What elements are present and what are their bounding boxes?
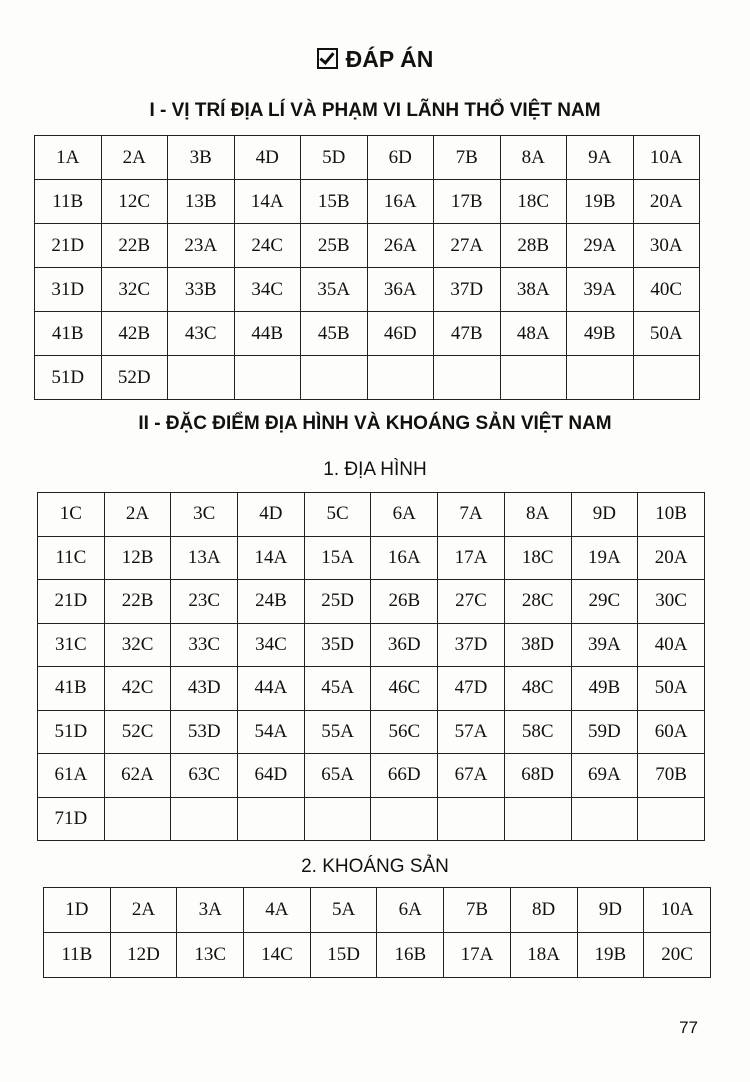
answer-cell: 15D (310, 933, 377, 978)
answer-cell: 20A (638, 536, 705, 580)
table-row (35, 136, 700, 180)
answer-cell: 7B (434, 136, 501, 180)
table-row (44, 888, 711, 933)
answer-cell: 22B (104, 580, 171, 624)
answer-cell (567, 356, 634, 400)
answer-cell: 24C (234, 224, 301, 268)
answer-cell: 44B (234, 312, 301, 356)
answer-cell: 16A (367, 180, 434, 224)
answer-cell: 37D (438, 623, 505, 667)
answer-cell: 18C (504, 536, 571, 580)
answer-cell: 46D (367, 312, 434, 356)
answer-cell: 5A (310, 888, 377, 933)
answer-cell: 28B (500, 224, 567, 268)
answer-cell: 29A (567, 224, 634, 268)
answer-cell: 44A (238, 667, 305, 711)
answer-key-title-text: ĐÁP ÁN (345, 46, 434, 72)
answer-cell: 13A (171, 536, 238, 580)
table-row (38, 623, 705, 667)
answer-cell: 23C (171, 580, 238, 624)
answer-cell (171, 797, 238, 841)
answer-cell: 35A (301, 268, 368, 312)
answer-cell: 58C (504, 710, 571, 754)
answer-cell: 3B (168, 136, 235, 180)
answer-cell: 30C (638, 580, 705, 624)
answer-cell: 11B (35, 180, 102, 224)
answer-cell: 30A (633, 224, 700, 268)
answer-cell (500, 356, 567, 400)
table-row (44, 933, 711, 978)
minerals-answer-table (43, 887, 711, 978)
answer-cell (104, 797, 171, 841)
answer-cell (367, 356, 434, 400)
answer-cell (238, 797, 305, 841)
answer-cell (168, 356, 235, 400)
answer-cell: 10A (644, 888, 711, 933)
answer-cell: 14C (244, 933, 311, 978)
answer-cell: 60A (638, 710, 705, 754)
answer-cell: 25B (301, 224, 368, 268)
table-row (38, 754, 705, 798)
answer-cell: 47D (438, 667, 505, 711)
table-row (35, 312, 700, 356)
answer-cell: 1C (38, 493, 105, 537)
answer-cell: 5C (304, 493, 371, 537)
answer-cell: 28C (504, 580, 571, 624)
answer-cell: 11C (38, 536, 105, 580)
answer-cell: 1A (35, 136, 102, 180)
answer-cell: 14A (238, 536, 305, 580)
answer-cell: 63C (171, 754, 238, 798)
answer-cell: 51D (38, 710, 105, 754)
table-row (38, 536, 705, 580)
answer-cell: 20A (633, 180, 700, 224)
table-row (38, 580, 705, 624)
answer-cell (371, 797, 438, 841)
answer-cell: 6D (367, 136, 434, 180)
answer-cell: 62A (104, 754, 171, 798)
answer-cell: 34C (234, 268, 301, 312)
answer-cell: 1D (44, 888, 111, 933)
answer-cell: 47B (434, 312, 501, 356)
answer-cell: 6A (377, 888, 444, 933)
answer-cell: 42C (104, 667, 171, 711)
answer-cell: 59D (571, 710, 638, 754)
answer-cell: 9A (567, 136, 634, 180)
answer-cell: 56C (371, 710, 438, 754)
answer-cell: 49B (571, 667, 638, 711)
answer-cell (638, 797, 705, 841)
page-number: 77 (679, 1018, 698, 1037)
answer-cell (504, 797, 571, 841)
answer-cell: 42B (101, 312, 168, 356)
answer-cell: 43D (171, 667, 238, 711)
answer-cell: 35D (304, 623, 371, 667)
table-row (38, 493, 705, 537)
table-row (35, 356, 700, 400)
answer-cell: 32C (101, 268, 168, 312)
answer-cell: 9D (577, 888, 644, 933)
answer-cell: 45A (304, 667, 371, 711)
answer-cell: 68D (504, 754, 571, 798)
answer-cell: 38A (500, 268, 567, 312)
answer-cell: 2A (101, 136, 168, 180)
answer-cell: 13C (177, 933, 244, 978)
answer-cell: 13B (168, 180, 235, 224)
answer-cell: 41B (35, 312, 102, 356)
table-row (38, 667, 705, 711)
answer-cell: 10B (638, 493, 705, 537)
answer-cell: 21D (35, 224, 102, 268)
answer-cell: 54A (238, 710, 305, 754)
answer-cell: 40C (633, 268, 700, 312)
answer-cell: 6A (371, 493, 438, 537)
answer-cell (301, 356, 368, 400)
table-row (35, 224, 700, 268)
answer-cell: 55A (304, 710, 371, 754)
answer-cell: 24B (238, 580, 305, 624)
answer-cell: 49B (567, 312, 634, 356)
answer-cell: 64D (238, 754, 305, 798)
answer-cell (571, 797, 638, 841)
answer-cell: 9D (571, 493, 638, 537)
answer-cell: 65A (304, 754, 371, 798)
answer-cell: 19B (577, 933, 644, 978)
answer-cell: 21D (38, 580, 105, 624)
answer-cell: 25D (304, 580, 371, 624)
answer-cell (304, 797, 371, 841)
answer-cell: 12D (110, 933, 177, 978)
answer-cell: 19B (567, 180, 634, 224)
section1-answer-table (34, 135, 700, 400)
answer-cell: 46C (371, 667, 438, 711)
answer-cell: 33C (171, 623, 238, 667)
answer-cell (234, 356, 301, 400)
answer-cell: 17B (434, 180, 501, 224)
answer-cell: 8D (510, 888, 577, 933)
answer-cell: 52C (104, 710, 171, 754)
answer-cell: 7B (444, 888, 511, 933)
answer-cell: 45B (301, 312, 368, 356)
answer-cell: 50A (638, 667, 705, 711)
answer-cell: 52D (101, 356, 168, 400)
answer-cell: 36D (371, 623, 438, 667)
answer-cell (633, 356, 700, 400)
answer-cell: 50A (633, 312, 700, 356)
answer-cell: 57A (438, 710, 505, 754)
answer-cell: 18C (500, 180, 567, 224)
answer-cell: 4D (234, 136, 301, 180)
answer-cell: 26A (367, 224, 434, 268)
answer-cell: 4D (238, 493, 305, 537)
answer-cell: 31C (38, 623, 105, 667)
answer-cell: 27A (434, 224, 501, 268)
answer-cell: 3A (177, 888, 244, 933)
answer-cell: 66D (371, 754, 438, 798)
answer-cell: 8A (504, 493, 571, 537)
answer-cell: 33B (168, 268, 235, 312)
answer-cell: 11B (44, 933, 111, 978)
answer-cell: 61A (38, 754, 105, 798)
answer-cell: 10A (633, 136, 700, 180)
answer-cell: 4A (244, 888, 311, 933)
table-row (38, 797, 705, 841)
answer-cell: 20C (644, 933, 711, 978)
answer-cell: 69A (571, 754, 638, 798)
answer-cell: 38D (504, 623, 571, 667)
answer-cell: 14A (234, 180, 301, 224)
answer-cell: 2A (104, 493, 171, 537)
answer-cell: 48C (504, 667, 571, 711)
checkbox-checked-icon (317, 48, 338, 69)
table-row (38, 710, 705, 754)
answer-cell: 29C (571, 580, 638, 624)
answer-cell: 36A (367, 268, 434, 312)
terrain-subheading: 1. ĐỊA HÌNH (323, 459, 427, 480)
answer-cell: 40A (638, 623, 705, 667)
answer-cell: 12B (104, 536, 171, 580)
answer-cell: 18A (510, 933, 577, 978)
answer-cell: 8A (500, 136, 567, 180)
answer-cell: 5D (301, 136, 368, 180)
section1-heading: I - VỊ TRÍ ĐỊA LÍ VÀ PHẠM VI LÃNH THỔ VIỆT NAM (149, 100, 601, 121)
answer-cell: 70B (638, 754, 705, 798)
answer-cell: 26B (371, 580, 438, 624)
terrain-answer-table (37, 492, 705, 841)
answer-cell: 39A (571, 623, 638, 667)
answer-cell: 17A (438, 536, 505, 580)
answer-cell: 39A (567, 268, 634, 312)
answer-cell: 23A (168, 224, 235, 268)
answer-cell: 71D (38, 797, 105, 841)
answer-cell: 15B (301, 180, 368, 224)
table-row (35, 268, 700, 312)
answer-cell: 37D (434, 268, 501, 312)
answer-cell: 41B (38, 667, 105, 711)
answer-cell: 16B (377, 933, 444, 978)
answer-cell: 17A (444, 933, 511, 978)
answer-cell: 15A (304, 536, 371, 580)
answer-cell: 3C (171, 493, 238, 537)
answer-cell: 43C (168, 312, 235, 356)
answer-cell: 31D (35, 268, 102, 312)
table-row (35, 180, 700, 224)
answer-cell: 2A (110, 888, 177, 933)
minerals-subheading: 2. KHOÁNG SẢN (301, 856, 449, 877)
answer-cell: 51D (35, 356, 102, 400)
answer-cell: 16A (371, 536, 438, 580)
answer-cell: 48A (500, 312, 567, 356)
answer-cell: 67A (438, 754, 505, 798)
answer-cell (438, 797, 505, 841)
answer-cell: 53D (171, 710, 238, 754)
section2-heading: II - ĐẶC ĐIỂM ĐỊA HÌNH VÀ KHOÁNG SẢN VIỆT NAM (138, 413, 612, 434)
answer-cell: 12C (101, 180, 168, 224)
answer-cell: 19A (571, 536, 638, 580)
answer-cell: 32C (104, 623, 171, 667)
answer-key-title (0, 46, 750, 73)
answer-cell: 22B (101, 224, 168, 268)
answer-cell (434, 356, 501, 400)
answer-cell: 7A (438, 493, 505, 537)
answer-cell: 34C (238, 623, 305, 667)
answer-cell: 27C (438, 580, 505, 624)
